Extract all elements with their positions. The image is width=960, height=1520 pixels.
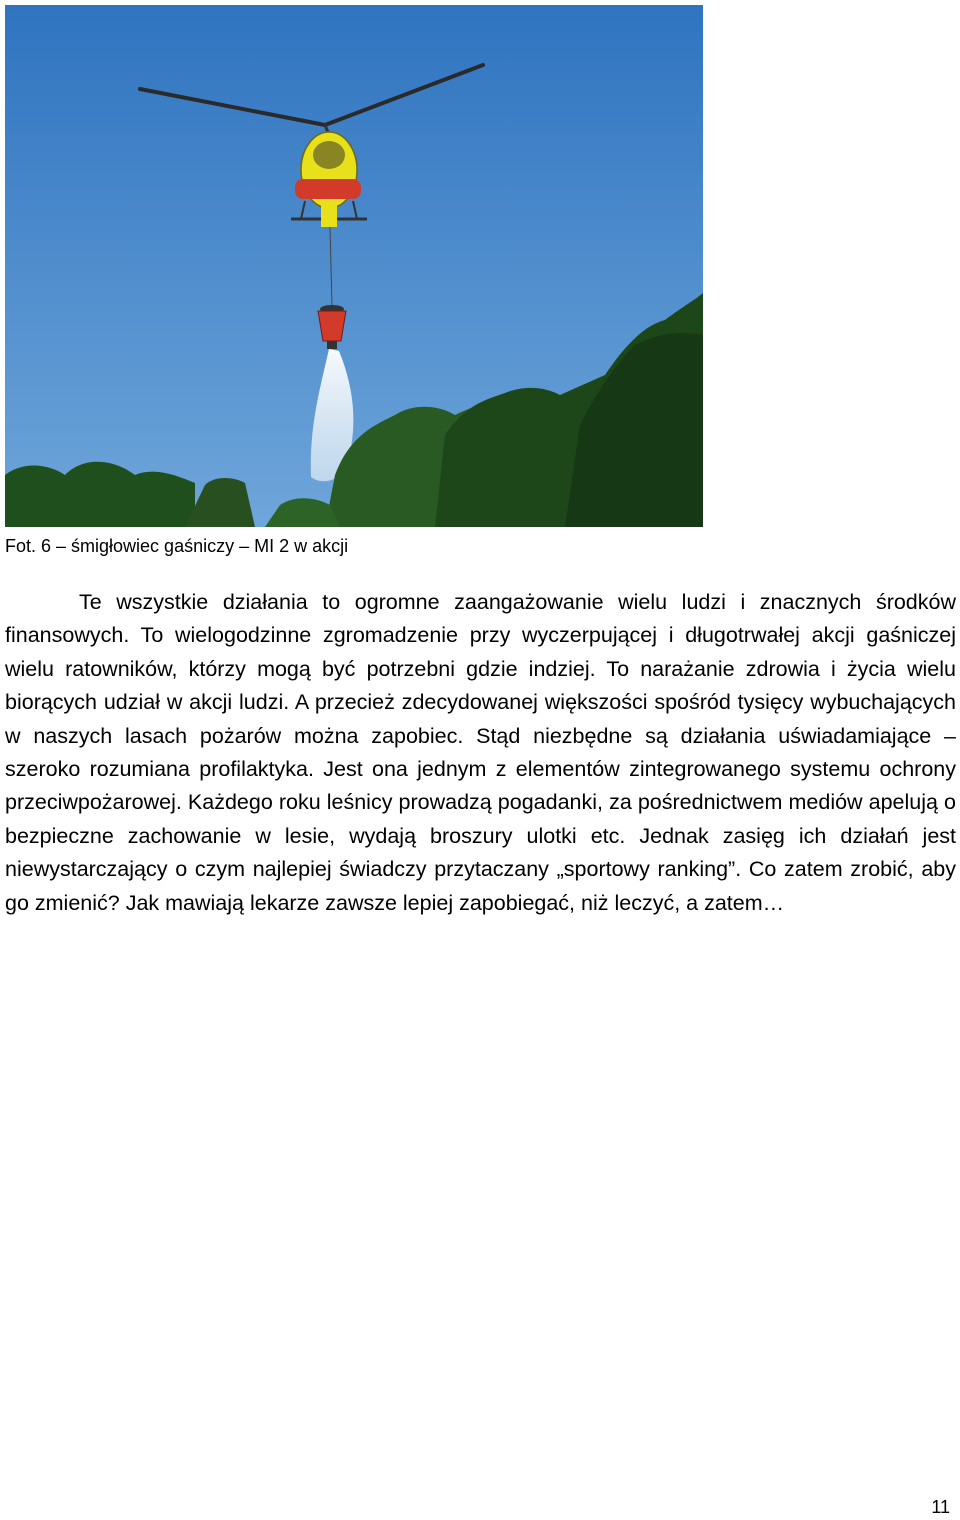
helicopter-photo [5, 5, 703, 527]
page-number: 11 [931, 1497, 950, 1517]
body-paragraph: Te wszystkie działania to ogromne zaangażowanie wielu ludzi i znacznych środków finansowych. To wielogodzinne zgromadzenie przy wyczerpującej i długotrwałej akcji gaśniczej wielu ratowników, którzy mogą być potrzebni gdzie indziej. To narażanie zdrowia i życia wielu biorących udział w akcji ludzi. A przecież zdecydowanej większości spośród tysięcy wybuchających w naszych lasach pożarów można zapobiec. Stąd niezbędne są działania uświadamiające – szeroko rozumiana profilaktyka. Jest ona jednym z elementów zintegrowanego systemu ochrony przeciwpożarowej. Każdego roku leśnicy prowadzą pogadanki, za pośrednictwem mediów apelują o bezpieczne zachowanie w lesie, wydają broszury ulotki etc. Jednak zasięg ich działań jest niewystarczający o czym najlepiej świadczy przytaczany „sportowy ranking”. Co zatem zrobić, aby go zmienić? Jak mawiają lekarze zawsze lepiej zapobiegać, niż leczyć, a zatem… [5, 590, 956, 915]
photo-caption: Fot. 6 – śmigłowiec gaśniczy – MI 2 w akcji [5, 536, 349, 556]
helicopter-illustration [5, 5, 703, 527]
